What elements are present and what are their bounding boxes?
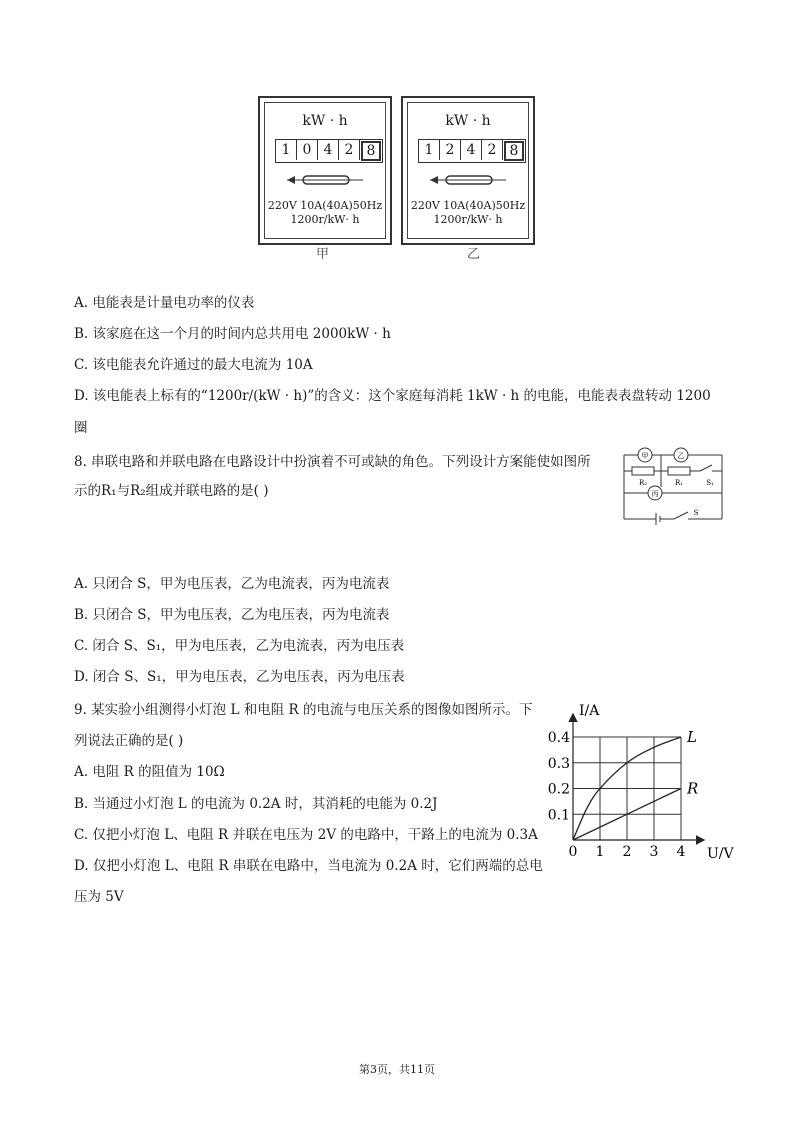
q8-option-d: D. 闭合 S、S₁，甲为电压表，乙为电压表，丙为电压表 (74, 669, 405, 685)
q9-stem-cont: 列说法正确的是( ) (74, 733, 184, 749)
y-axis-label: I/A (579, 703, 600, 719)
meter-1-label: 甲 (641, 452, 649, 460)
meter-3-label: 丙 (651, 490, 659, 498)
y-tick-label: 0.2 (547, 781, 570, 798)
meter-yi (401, 96, 535, 245)
q8-stem-cont: 示的R₁与R₂组成并联电路的是( ) (74, 483, 269, 499)
q9-option-c: C. 仅把小灯泡 L、电阻 R 并联在电压为 2V 的电路中，干路上的电流为 0.3A (74, 827, 538, 843)
digit: 1 (276, 140, 297, 160)
q9-option-d: D. 仅把小灯泡 L、电阻 R 串联在电路中，当电流为 0.2A 时，它们两端的总电 (74, 858, 543, 874)
y-tick-label: 0.3 (547, 755, 570, 772)
digit: 2 (440, 140, 461, 160)
x-tick-label: 2 (622, 844, 632, 860)
q7-option-d-cont: 圈 (74, 420, 88, 436)
meter-caption: 乙 (467, 247, 481, 262)
y-tick-label: 0.1 (547, 807, 570, 824)
q7-option-b: B. 该家庭在这一个月的时间内总共用电 2000kW · h (74, 326, 391, 342)
iv-chart (540, 700, 734, 870)
s-label: S (693, 509, 699, 517)
y-tick-label: 0.4 (547, 730, 570, 746)
q9-option-a: A. 电阻 R 的阻值为 10Ω (74, 764, 225, 780)
x-tick-label: 0 (568, 844, 578, 860)
meter-spec-rev: 1200r/kW· h (433, 213, 503, 226)
meter-digits (418, 139, 526, 163)
meter-spec-rev: 1200r/kW· h (290, 213, 360, 226)
x-axis-label: U/V (707, 846, 734, 862)
meter-2-label: 乙 (677, 452, 685, 460)
q9-stem: 9. 某实验小组测得小灯泡 L 和电阻 R 的电流与电压关系的图像如图所示。下 (74, 702, 533, 718)
digit: 1 (419, 140, 440, 160)
q9-option-b: B. 当通过小灯泡 L 的电流为 0.2A 时，其消耗的电能为 0.2J (74, 796, 438, 812)
meter-digits (275, 139, 383, 163)
x-tick-label: 1 (595, 844, 605, 860)
digit: 4 (461, 140, 482, 160)
x-tick-label: 4 (676, 844, 686, 860)
r1-label: R₁ (674, 479, 684, 487)
digit: 2 (482, 140, 503, 160)
r2-label: R₂ (638, 479, 648, 487)
meter-unit: kW · h (302, 113, 348, 129)
meter-unit: kW · h (445, 113, 491, 129)
digit-decimal: 8 (361, 141, 381, 161)
series-label-L: L (687, 728, 697, 746)
digit-decimal: 8 (504, 141, 524, 161)
meter-spec: 220V 10A(40A)50Hz (410, 199, 526, 212)
page-footer: 第3页，共11页 (359, 1063, 435, 1076)
meter-spec: 220V 10A(40A)50Hz (267, 199, 383, 212)
q8-option-c: C. 闭合 S、S₁，甲为电压表，乙为电流表，丙为电压表 (74, 638, 405, 654)
series-label-R: R (687, 779, 699, 798)
meter-caption: 甲 (316, 247, 330, 262)
q8-stem: 8. 串联电路和并联电路在电路设计中扮演着不可或缺的角色。下列设计方案能使如图所 (74, 454, 591, 470)
q7-option-d: D. 该电能表上标有的“1200r/(kW · h)”的含义：这个家庭每消耗 1kW · h 的电能，电能表表盘转动 1200 (74, 388, 711, 404)
digit: 4 (318, 140, 339, 160)
s1-label: S₁ (706, 479, 714, 487)
rotor-disc-icon (285, 173, 365, 187)
circuit-diagram (618, 447, 728, 525)
digit: 0 (297, 140, 318, 160)
q8-option-b: B. 只闭合 S，甲为电压表，乙为电压表，丙为电流表 (74, 607, 390, 623)
digit: 2 (339, 140, 360, 160)
meter-jia (258, 96, 392, 245)
q9-option-d-cont: 压为 5V (74, 889, 124, 905)
q8-option-a: A. 只闭合 S，甲为电压表，乙为电流表，丙为电流表 (74, 576, 390, 592)
q7-option-a: A. 电能表是计量电功率的仪表 (74, 295, 255, 311)
x-tick-label: 3 (649, 844, 659, 860)
rotor-disc-icon (428, 173, 508, 187)
q7-option-c: C. 该电能表允许通过的最大电流为 10A (74, 357, 313, 373)
